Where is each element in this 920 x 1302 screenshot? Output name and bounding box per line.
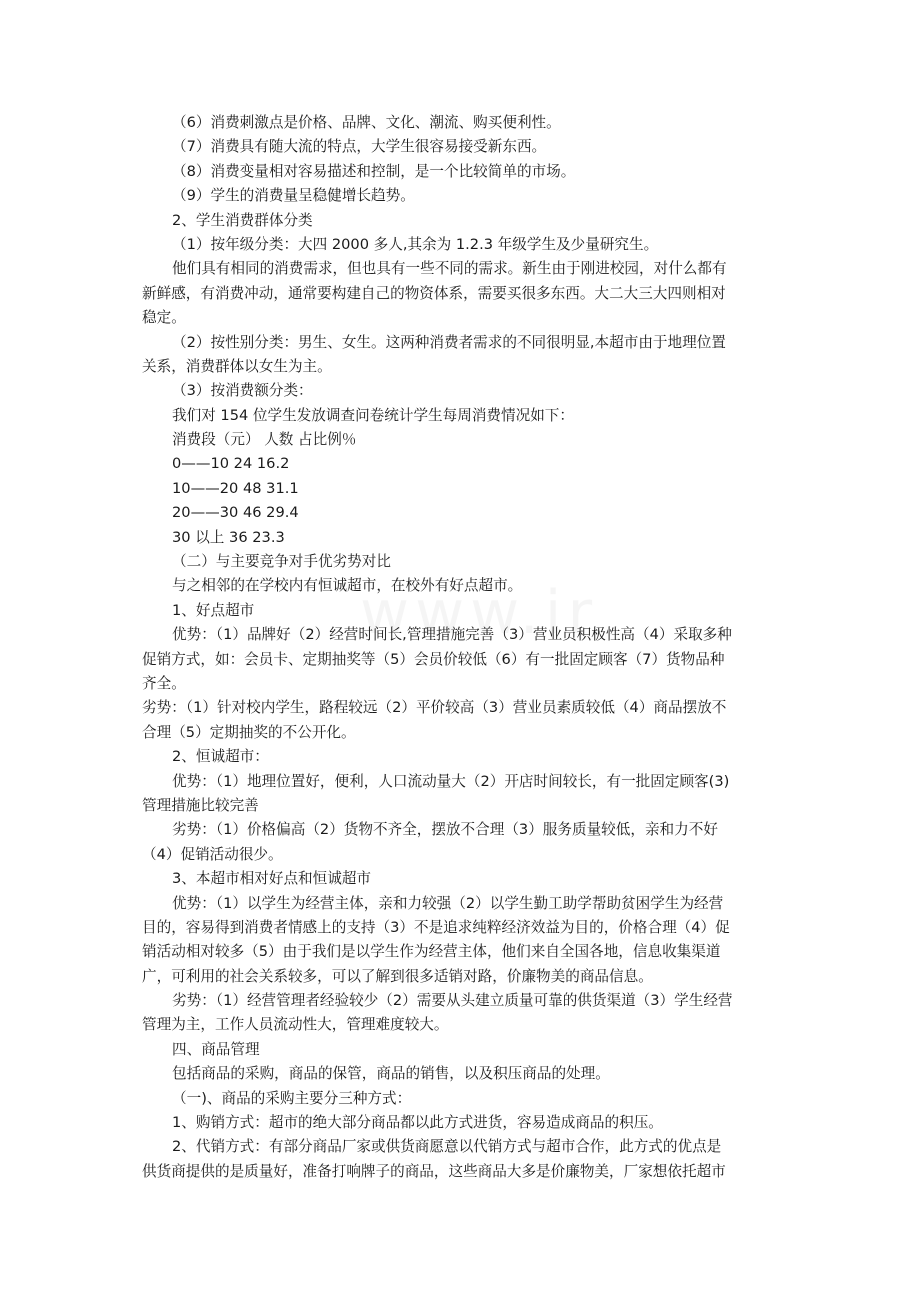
text-line: （8）消费变量相对容易描述和控制，是一个比较简单的市场。 (172, 162, 576, 180)
text-line: 新鲜感，有消费冲动，通常要构建自己的物资体系，需要买很多东西。大二大三大四则相对 (142, 284, 726, 302)
text-line: 四、商品管理 (172, 1040, 260, 1058)
text-line: 消费段（元） 人数 占比例％ (172, 431, 357, 449)
text-line: 30 以上 36 23.3 (172, 528, 285, 546)
text-line: 劣势：（1）针对校内学生，路程较远（2）平价较高（3）营业员素质较低（4）商品摆放不 (142, 699, 727, 717)
text-line: 劣势：（1）经营管理者经验较少（2）需要从头建立质量可靠的供货渠道（3）学生经营 (172, 992, 733, 1010)
text-line: 0——10 24 16.2 (172, 455, 290, 473)
text-line: （2）按性别分类：男生、女生。这两种消费者需求的不同很明显,本超市由于地理位置 (172, 333, 726, 351)
text-line: （3）按消费额分类： (172, 382, 313, 400)
text-line: （9）学生的消费量呈稳健增长趋势。 (172, 187, 415, 205)
text-line: 关系，消费群体以女生为主。 (142, 357, 332, 375)
text-line: 销活动相对较多（5）由于我们是以学生作为经营主体，他们来自全国各地，信息收集渠道 (142, 943, 721, 961)
text-line: 10——20 48 31.1 (172, 479, 299, 497)
text-line: （1）按年级分类：大四 2000 多人,其余为 1.2.3 年级学生及少量研究生。 (172, 235, 659, 253)
text-line: 优势：（1）品牌好（2）经营时间长,管理措施完善（3）营业员积极性高（4）采取多种 (172, 626, 732, 644)
text-line: 与之相邻的在学校内有恒诚超市，在校外有好点超市。 (172, 577, 523, 595)
text-line: 优势：（1）地理位置好，便利，人口流动量大（2）开店时间较长，有一批固定顾客(3) (172, 772, 730, 790)
text-line: 稳定。 (142, 309, 186, 327)
text-line: 供货商提供的是质量好，准备打响牌子的商品，这些商品大多是价廉物美，厂家想依托超市 (142, 1162, 726, 1180)
text-line: 管理为主，工作人员流动性大，管理难度较大。 (142, 1016, 449, 1034)
text-line: 2、学生消费群体分类 (172, 211, 313, 229)
text-line: 包括商品的采购，商品的保管，商品的销售，以及积压商品的处理。 (172, 1065, 610, 1083)
text-line: 促销方式，如：会员卡、定期抽奖等（5）会员价较低（6）有一批固定顾客（7）货物品种 (142, 650, 725, 668)
text-line: 1、购销方式：超市的绝大部分商品都以此方式进货，容易造成商品的积压。 (172, 1114, 663, 1132)
text-line: （一)、商品的采购主要分三种方式： (172, 1089, 412, 1107)
document-body (142, 111, 784, 1184)
text-line: 管理措施比较完善 (142, 796, 259, 814)
text-line: （6）消费刺激点是价格、品牌、文化、潮流、购买便利性。 (172, 114, 561, 131)
text-line: 优势：（1）以学生为经营主体，亲和力较强（2）以学生勤工助学帮助贫困学生为经营 (172, 894, 724, 912)
text-line: 3、本超市相对好点和恒诚超市 (172, 870, 372, 888)
text-line: 2、代销方式：有部分商品厂家或供货商愿意以代销方式与超市合作，此方式的优点是 (172, 1138, 722, 1156)
text-line: （二）与主要竞争对手优劣势对比 (172, 553, 391, 571)
text-line: 他们具有相同的消费需求，但也具有一些不同的需求。新生由于刚进校园，对什么都有 (172, 260, 727, 278)
text-line: 我们对 154 位学生发放调查问卷统计学生每周消费情况如下： (172, 406, 574, 424)
text-line: 齐全。 (142, 674, 186, 692)
text-line: 劣势：（1）价格偏高（2）货物不齐全，摆放不合理（3）服务质量较低，亲和力不好 (172, 821, 718, 839)
text-line: 合理（5）定期抽奖的不公开化。 (142, 723, 356, 741)
text-line: 20——30 46 29.4 (172, 504, 299, 522)
text-line: （7）消费具有随大流的特点，大学生很容易接受新东西。 (172, 138, 547, 156)
text-line: 1、好点超市 (172, 601, 255, 619)
text-line: 目的，容易得到消费者情感上的支持（3）不是追求纯粹经济效益为目的，价格合理（4）促 (142, 918, 730, 936)
text-line: （4）促销活动很少。 (142, 845, 283, 863)
text-line: 2、恒诚超市： (172, 748, 269, 766)
text-line: 广，可利用的社会关系较多，可以了解到很多适销对路，价廉物美的商品信息。 (142, 967, 653, 985)
